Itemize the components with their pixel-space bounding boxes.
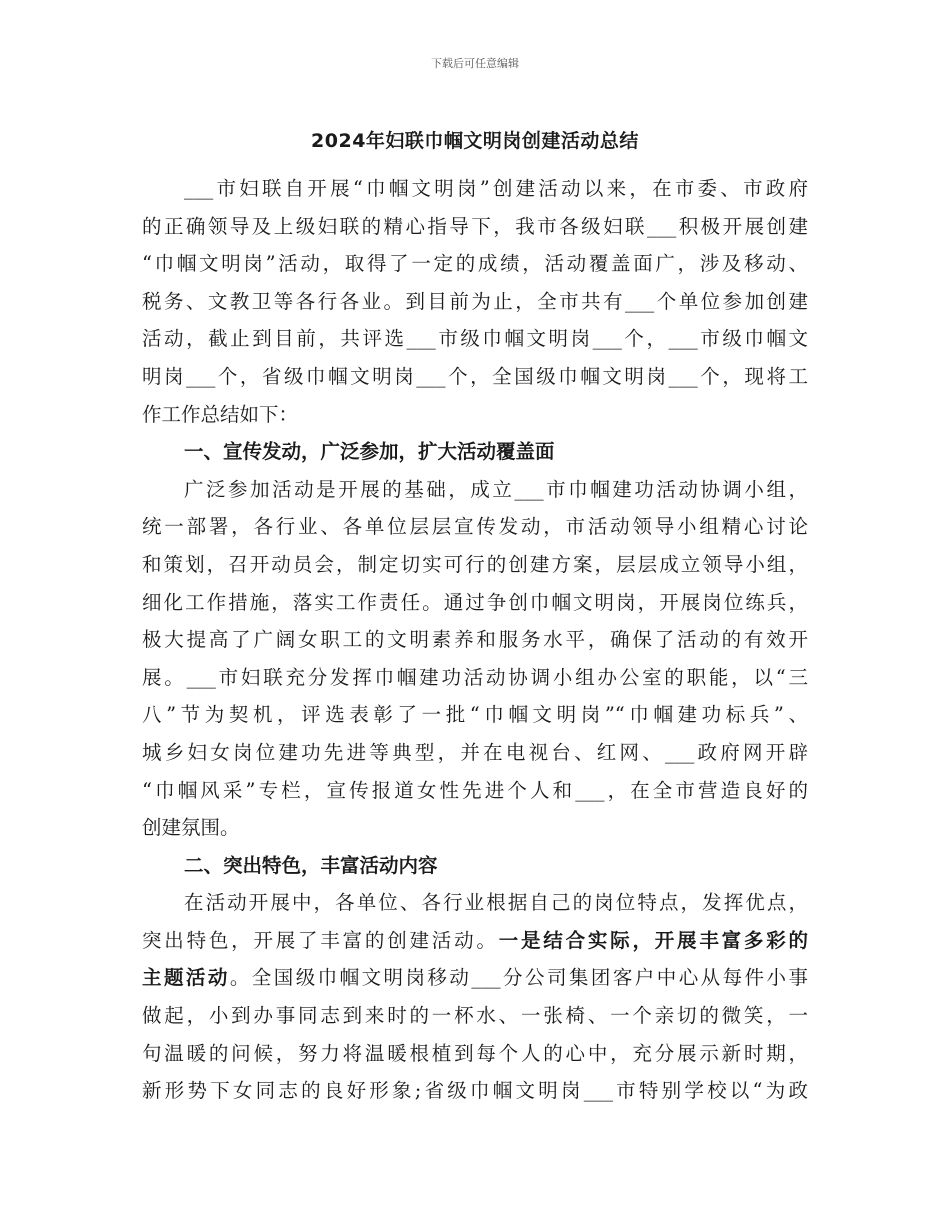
header-note: 下载后可任意编辑: [431, 57, 519, 70]
document-body: [142, 170, 808, 1110]
paragraph-line: 展。___市妇联充分发挥巾帼建功活动协调小组办公室的职能，以“三: [142, 665, 808, 689]
paragraph-line: [142, 922, 808, 960]
document-title: 2024年妇联巾帼文明岗创建活动总结: [311, 130, 639, 152]
paragraph-line: 明岗___个，省级巾帼文明岗___个，全国级巾帼文明岗___个，现将工: [142, 364, 808, 388]
paragraph-line: 八”节为契机，评选表彰了一批“巾帼文明岗”“巾帼建功标兵”、: [142, 703, 808, 727]
paragraph-line: 城乡妇女岗位建功先进等典型，并在电视台、红网、___政府网开辟: [142, 740, 808, 764]
paragraph-line: 活动，截止到目前，共评选___市级巾帼文明岗___个，___市级巾帼文: [142, 327, 808, 351]
paragraph-line: 的正确领导及上级妇联的精心指导下，我市各级妇联___积极开展创建: [142, 214, 808, 238]
paragraph-line: [142, 959, 808, 997]
paragraph-line: “巾帼文明岗”活动，取得了一定的成绩，活动覆盖面广，涉及移动、: [142, 252, 808, 276]
paragraph-line: 和策划，召开动员会，制定切实可行的创建方案，层层成立领导小组，: [142, 552, 808, 576]
paragraph-line: 做起，小到办事同志到来时的一杯水、一张椅、一个亲切的微笑，一: [142, 1004, 808, 1028]
paragraph-line: “巾帼风采”专栏，宣传报道女性先进个人和___，在全市营造良好的: [142, 778, 808, 802]
paragraph-line: 作工作总结如下：: [142, 402, 299, 426]
paragraph-line: 句温暖的问候，努力将温暖根植到每个人的心中，充分展示新时期，: [142, 1041, 808, 1065]
paragraph-line: ___市妇联自开展“巾帼文明岗”创建活动以来，在市委、市政府: [184, 177, 808, 200]
section-heading: 一、宣传发动，广泛参加，扩大活动覆盖面: [184, 440, 555, 464]
text-run: 。全国级巾帼文明岗移动___分公司集团客户中心从每件小事: [229, 966, 808, 990]
paragraph-line: 极大提高了广阔女职工的文明素养和服务水平，确保了活动的有效开: [142, 628, 808, 652]
paragraph-line: 细化工作措施，落实工作责任。通过争创巾帼文明岗，开展岗位练兵，: [142, 590, 808, 614]
section-heading: 二、突出特色，丰富活动内容: [184, 853, 438, 877]
paragraph-line: 税务、文教卫等各行各业。到目前为止，全市共有___个单位参加创建: [142, 289, 808, 313]
bold-text-run: 一是结合实际，开展丰富多彩的: [498, 928, 808, 952]
paragraph-line: 统一部署，各行业、各单位层层宣传发动，市活动领导小组精心讨论: [142, 515, 808, 539]
paragraph-line: 广泛参加活动是开展的基础，成立___市巾帼建功活动协调小组，: [184, 477, 808, 501]
paragraph-line: 创建氛围。: [142, 816, 240, 840]
text-run: 突出特色，开展了丰富的创建活动。: [142, 928, 499, 952]
paragraph-line: 在活动开展中，各单位、各行业根据自己的岗位特点，发挥优点，: [184, 891, 808, 915]
paragraph-line: 新形势下女同志的良好形象;省级巾帼文明岗___市特别学校以“为政: [142, 1079, 808, 1103]
bold-text-run: 主题活动: [142, 966, 230, 990]
